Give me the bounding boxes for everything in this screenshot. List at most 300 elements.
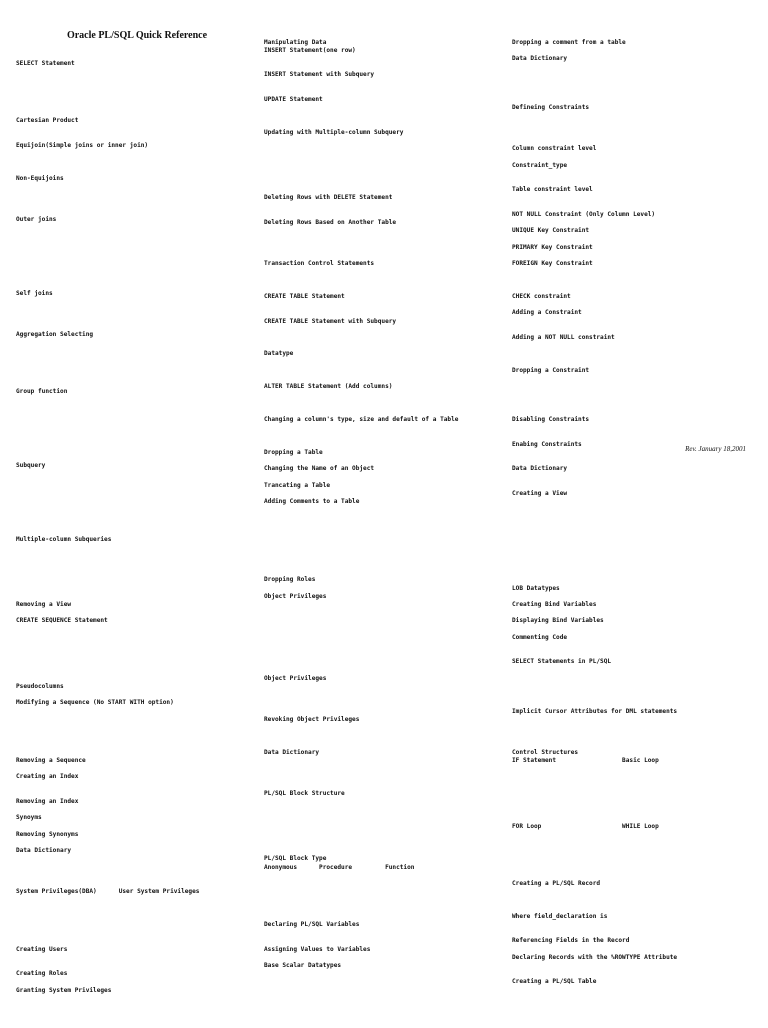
section-heading: ALTER TABLE Statement (Add columns) xyxy=(264,383,393,391)
syntax-line xyxy=(512,63,754,71)
syntax-line xyxy=(512,408,754,416)
syntax-line xyxy=(16,913,258,921)
section-heading: Dropping a Table xyxy=(264,448,323,456)
syntax-line xyxy=(512,905,754,913)
syntax-line xyxy=(264,88,506,96)
syntax-line xyxy=(264,432,506,440)
section-heading: Data Dictionary xyxy=(264,748,320,756)
section-heading: Enabing Constraints xyxy=(512,440,582,448)
syntax-line xyxy=(264,137,506,145)
section-heading: UNIQUE Key Constraint xyxy=(512,227,590,235)
syntax-line xyxy=(264,178,506,186)
syntax-line xyxy=(16,199,258,207)
syntax-line xyxy=(16,166,258,174)
section-heading: Deleting Rows Based on Another Table xyxy=(264,219,397,227)
section-heading: Creating Users xyxy=(16,945,68,953)
syntax-line xyxy=(16,806,258,814)
section-heading: Removing a View xyxy=(16,601,72,609)
column-1 xyxy=(16,560,258,1028)
syntax-line xyxy=(16,470,258,478)
syntax-line xyxy=(512,683,754,691)
section-heading: Data Dictionary xyxy=(512,55,568,63)
section-heading: Datatype xyxy=(264,350,294,358)
syntax-line xyxy=(264,798,506,806)
syntax-line xyxy=(16,445,258,453)
syntax-line xyxy=(512,896,754,904)
syntax-line xyxy=(264,400,506,408)
section-heading: CREATE TABLE Statement with Subquery xyxy=(264,317,397,325)
syntax-line xyxy=(264,277,506,285)
syntax-line xyxy=(264,80,506,88)
syntax-line xyxy=(16,527,258,535)
syntax-line xyxy=(16,626,258,634)
syntax-line xyxy=(512,626,754,634)
section-heading: UPDATE Statement xyxy=(264,96,323,104)
section-heading: Declaring PL/SQL Variables xyxy=(264,920,360,928)
syntax-line xyxy=(264,342,506,350)
section-heading: Removing a Sequence xyxy=(16,756,86,764)
section-heading: Displaying Bind Variables xyxy=(512,617,604,625)
syntax-line xyxy=(16,380,258,388)
syntax-line xyxy=(264,457,506,465)
section-heading: INSERT Statement(one row) xyxy=(264,46,356,54)
syntax-line xyxy=(16,150,258,158)
section-heading: CHECK constraint xyxy=(512,292,571,300)
syntax-line xyxy=(16,1003,258,1011)
syntax-line xyxy=(16,191,258,199)
syntax-line xyxy=(512,30,754,38)
syntax-line xyxy=(264,30,506,38)
section-heading: Transaction Control Statements xyxy=(264,260,375,268)
syntax-line xyxy=(264,970,506,978)
section-heading: Column constraint level xyxy=(512,145,597,153)
column-3 xyxy=(512,560,754,1019)
section-heading: Adding Comments to a Table xyxy=(264,497,360,505)
section-heading: INSERT Statement with Subquery xyxy=(264,71,375,79)
syntax-line xyxy=(264,905,506,913)
syntax-line xyxy=(16,495,258,503)
syntax-line xyxy=(16,421,258,429)
syntax-line xyxy=(512,112,754,120)
syntax-line xyxy=(512,740,754,748)
syntax-line xyxy=(16,84,258,92)
column-2 xyxy=(264,14,506,531)
section-heading: Defineing Constraints xyxy=(512,104,590,112)
section-heading: Removing Synonyms xyxy=(16,830,79,838)
syntax-line xyxy=(264,978,506,986)
section-heading: Deleting Rows with DELETE Statement xyxy=(264,194,393,202)
syntax-line xyxy=(264,823,506,831)
syntax-line xyxy=(512,699,754,707)
syntax-line xyxy=(16,716,258,724)
column-body xyxy=(264,30,506,514)
syntax-line xyxy=(512,995,754,1003)
section-heading: Creating a PL/SQL Table xyxy=(512,978,597,986)
reference-page-top xyxy=(16,14,760,543)
section-heading: Changing the Name of an Object xyxy=(264,465,375,473)
syntax-line xyxy=(16,724,258,732)
section-heading: Where field_declaration is xyxy=(512,912,608,920)
section-heading: Outer joins xyxy=(16,215,57,223)
column-2 xyxy=(264,560,506,1003)
syntax-line xyxy=(16,544,258,552)
section-heading: Creating an Index xyxy=(16,773,79,781)
syntax-line xyxy=(16,667,258,675)
syntax-line xyxy=(512,675,754,683)
syntax-line xyxy=(264,839,506,847)
syntax-line xyxy=(264,626,506,634)
section-heading: Disabling Constraints xyxy=(512,415,590,423)
syntax-line xyxy=(512,498,754,506)
syntax-line xyxy=(512,482,754,490)
syntax-line xyxy=(264,153,506,161)
syntax-line xyxy=(512,391,754,399)
syntax-line xyxy=(16,224,258,232)
syntax-line xyxy=(16,519,258,527)
syntax-line xyxy=(264,211,506,219)
syntax-line xyxy=(264,490,506,498)
syntax-line xyxy=(264,104,506,112)
syntax-line xyxy=(16,905,258,913)
section-heading: Data Dictionary xyxy=(16,847,72,855)
section-heading: Implicit Cursor Attributes for DML statements xyxy=(512,707,678,715)
syntax-line xyxy=(16,486,258,494)
column-body xyxy=(512,30,754,506)
section-heading: Constraint_type xyxy=(512,161,568,169)
section-heading: Creating Bind Variables xyxy=(512,601,597,609)
syntax-line xyxy=(512,203,754,211)
syntax-line xyxy=(512,667,754,675)
syntax-line xyxy=(16,609,258,617)
syntax-line xyxy=(16,749,258,757)
syntax-line xyxy=(512,47,754,55)
syntax-line xyxy=(264,667,506,675)
syntax-line xyxy=(512,798,754,806)
syntax-line xyxy=(16,158,258,166)
syntax-line xyxy=(264,235,506,243)
syntax-line xyxy=(264,170,506,178)
syntax-line xyxy=(16,864,258,872)
section-heading: System Privileges(DBA) User System Privileges xyxy=(16,888,200,896)
syntax-line xyxy=(16,642,258,650)
syntax-line xyxy=(16,125,258,133)
syntax-line xyxy=(512,716,754,724)
syntax-line xyxy=(264,601,506,609)
syntax-line xyxy=(512,872,754,880)
syntax-line xyxy=(16,396,258,404)
syntax-line xyxy=(16,306,258,314)
syntax-line xyxy=(16,404,258,412)
section-heading: NOT NULL Constraint (Only Column Level) xyxy=(512,210,656,218)
syntax-line xyxy=(264,309,506,317)
syntax-line xyxy=(512,855,754,863)
syntax-line xyxy=(16,880,258,888)
syntax-line xyxy=(16,314,258,322)
syntax-line xyxy=(264,814,506,822)
syntax-line xyxy=(16,732,258,740)
syntax-line xyxy=(16,273,258,281)
syntax-line xyxy=(264,773,506,781)
syntax-line xyxy=(16,363,258,371)
syntax-line xyxy=(16,101,258,109)
syntax-line xyxy=(264,847,506,855)
syntax-line xyxy=(16,207,258,215)
syntax-line xyxy=(264,642,506,650)
syntax-line xyxy=(512,268,754,276)
section-heading: Dropping a Constraint xyxy=(512,366,590,374)
syntax-line xyxy=(264,145,506,153)
section-heading: Multiple-column Subqueries xyxy=(16,535,112,543)
syntax-line xyxy=(16,478,258,486)
syntax-line xyxy=(512,121,754,129)
syntax-line xyxy=(264,268,506,276)
reference-page-bottom xyxy=(16,560,760,1016)
syntax-line xyxy=(512,400,754,408)
syntax-line xyxy=(264,617,506,625)
syntax-line xyxy=(264,765,506,773)
syntax-line xyxy=(16,954,258,962)
section-heading: IF Statement Basic Loop xyxy=(512,756,659,764)
syntax-line xyxy=(512,375,754,383)
syntax-line xyxy=(264,954,506,962)
syntax-line xyxy=(512,235,754,243)
syntax-line xyxy=(512,691,754,699)
section-heading: Dropping a comment from a table xyxy=(512,38,626,46)
section-heading: SELECT Statement xyxy=(16,59,75,67)
syntax-line xyxy=(16,634,258,642)
syntax-line xyxy=(512,593,754,601)
syntax-line xyxy=(512,457,754,465)
syntax-line xyxy=(264,334,506,342)
syntax-line xyxy=(264,609,506,617)
section-heading: FOR Loop WHILE Loop xyxy=(512,822,659,830)
syntax-line xyxy=(512,318,754,326)
syntax-line xyxy=(264,121,506,129)
syntax-line xyxy=(264,781,506,789)
syntax-line xyxy=(512,129,754,137)
syntax-line xyxy=(512,642,754,650)
section-heading: Adding a NOT NULL constraint xyxy=(512,333,615,341)
section-heading: PL/SQL Block Structure xyxy=(264,789,345,797)
syntax-line xyxy=(264,441,506,449)
section-heading: Dropping Roles xyxy=(264,576,316,584)
syntax-line xyxy=(512,962,754,970)
syntax-line xyxy=(264,634,506,642)
section-heading: Equijoin(Simple joins or inner join) xyxy=(16,141,149,149)
syntax-line xyxy=(264,691,506,699)
syntax-line xyxy=(264,473,506,481)
section-heading: Base Scalar Datatypes xyxy=(264,961,342,969)
column-1 xyxy=(16,14,258,601)
section-heading: Granting System Privileges xyxy=(16,986,112,994)
syntax-line xyxy=(264,227,506,235)
syntax-line xyxy=(264,658,506,666)
syntax-line xyxy=(512,888,754,896)
syntax-line xyxy=(16,429,258,437)
syntax-line xyxy=(16,675,258,683)
syntax-line xyxy=(264,831,506,839)
syntax-line xyxy=(512,342,754,350)
syntax-line xyxy=(512,153,754,161)
syntax-line xyxy=(264,699,506,707)
syntax-line xyxy=(512,424,754,432)
syntax-line xyxy=(16,511,258,519)
syntax-line xyxy=(512,806,754,814)
syntax-line xyxy=(264,872,506,880)
syntax-line xyxy=(512,790,754,798)
column-body xyxy=(16,60,258,585)
syntax-line xyxy=(264,757,506,765)
syntax-line xyxy=(16,265,258,273)
syntax-line xyxy=(512,326,754,334)
syntax-line xyxy=(264,359,506,367)
section-heading: Assigning Values to Variables xyxy=(264,945,371,953)
section-heading: Updating with Multiple-column Subquery xyxy=(264,128,404,136)
section-heading: Self joins xyxy=(16,289,53,297)
section-heading: Cartesian Product xyxy=(16,117,79,125)
syntax-line xyxy=(264,806,506,814)
syntax-line xyxy=(16,576,258,584)
section-heading: Commenting Code xyxy=(512,633,568,641)
syntax-line xyxy=(16,995,258,1003)
section-heading: Modifying a Sequence (No START WITH option) xyxy=(16,699,174,707)
syntax-line xyxy=(512,576,754,584)
syntax-line xyxy=(264,162,506,170)
syntax-line xyxy=(264,285,506,293)
syntax-line xyxy=(264,301,506,309)
syntax-line xyxy=(16,658,258,666)
syntax-line xyxy=(512,814,754,822)
syntax-line xyxy=(512,473,754,481)
syntax-line xyxy=(16,872,258,880)
section-heading: Referencing Fields in the Record xyxy=(512,937,630,945)
syntax-line xyxy=(512,383,754,391)
syntax-line xyxy=(512,773,754,781)
syntax-line xyxy=(512,946,754,954)
syntax-line xyxy=(16,281,258,289)
syntax-line xyxy=(16,839,258,847)
syntax-line xyxy=(16,823,258,831)
section-heading: Creating a PL/SQL Record xyxy=(512,879,601,887)
syntax-line xyxy=(16,585,258,593)
syntax-line xyxy=(16,298,258,306)
syntax-line xyxy=(16,240,258,248)
section-heading: Object Privileges xyxy=(264,592,327,600)
syntax-line xyxy=(264,375,506,383)
syntax-line xyxy=(16,552,258,560)
syntax-line xyxy=(16,781,258,789)
syntax-line xyxy=(512,831,754,839)
syntax-line xyxy=(512,71,754,79)
section-heading: PL/SQL Block Type xyxy=(264,855,327,863)
syntax-line xyxy=(264,367,506,375)
syntax-line xyxy=(16,183,258,191)
section-heading: Synoyms xyxy=(16,814,42,822)
syntax-line xyxy=(264,326,506,334)
section-heading: Data Dictionary xyxy=(512,465,568,473)
syntax-line xyxy=(16,232,258,240)
syntax-line xyxy=(264,506,506,514)
syntax-line xyxy=(16,322,258,330)
syntax-line xyxy=(264,252,506,260)
syntax-line xyxy=(16,109,258,117)
section-heading: Object Privileges xyxy=(264,674,327,682)
syntax-line xyxy=(16,454,258,462)
syntax-line xyxy=(16,413,258,421)
syntax-line xyxy=(16,372,258,380)
syntax-line xyxy=(16,650,258,658)
syntax-line xyxy=(512,277,754,285)
syntax-line xyxy=(16,740,258,748)
section-heading: Changing a column's type, size and default of a Table xyxy=(264,415,459,423)
section-heading: FOREIGN Key Constraint xyxy=(512,260,593,268)
syntax-line xyxy=(512,781,754,789)
document-title: Oracle PL/SQL Quick Reference xyxy=(66,30,208,42)
revision-date: Rev. January 18,2001 xyxy=(685,445,746,453)
section-heading: Table constraint level xyxy=(512,186,593,194)
syntax-line xyxy=(264,724,506,732)
syntax-line xyxy=(16,355,258,363)
section-heading: Creating a View xyxy=(512,489,568,497)
syntax-line xyxy=(512,847,754,855)
section-heading: Non-Equijoins xyxy=(16,174,64,182)
syntax-line xyxy=(16,76,258,84)
syntax-line xyxy=(512,170,754,178)
section-heading: Creating Roles xyxy=(16,970,68,978)
syntax-line xyxy=(16,437,258,445)
syntax-line xyxy=(264,585,506,593)
syntax-line xyxy=(512,252,754,260)
syntax-line xyxy=(16,790,258,798)
syntax-line xyxy=(264,929,506,937)
syntax-line xyxy=(264,408,506,416)
section-heading: SELECT Statements in PL/SQL xyxy=(512,658,612,666)
syntax-line xyxy=(264,244,506,252)
syntax-line xyxy=(16,708,258,716)
syntax-line xyxy=(16,593,258,601)
section-heading: Removing an Index xyxy=(16,797,79,805)
column-body xyxy=(264,576,506,986)
syntax-line xyxy=(512,350,754,358)
syntax-line xyxy=(512,921,754,929)
syntax-line xyxy=(512,359,754,367)
syntax-line xyxy=(16,68,258,76)
syntax-line xyxy=(264,888,506,896)
section-heading: Group function xyxy=(16,387,68,395)
syntax-line xyxy=(16,93,258,101)
section-heading: CREATE TABLE Statement xyxy=(264,292,345,300)
syntax-line xyxy=(512,432,754,440)
syntax-line xyxy=(264,55,506,63)
syntax-line xyxy=(512,864,754,872)
syntax-line xyxy=(264,913,506,921)
section-heading: Aggregation Selecting xyxy=(16,330,94,338)
section-heading: Anonymous Procedure Function xyxy=(264,863,415,871)
syntax-line xyxy=(264,708,506,716)
section-heading: Revoking Object Privileges xyxy=(264,715,360,723)
syntax-line xyxy=(16,937,258,945)
section-heading: Manipulating Data xyxy=(264,38,327,46)
syntax-line xyxy=(512,987,754,995)
syntax-line xyxy=(16,921,258,929)
syntax-line xyxy=(16,339,258,347)
syntax-line xyxy=(512,194,754,202)
syntax-line xyxy=(264,732,506,740)
syntax-line xyxy=(512,96,754,104)
column-body xyxy=(512,576,754,1003)
syntax-line xyxy=(264,740,506,748)
syntax-line xyxy=(16,503,258,511)
